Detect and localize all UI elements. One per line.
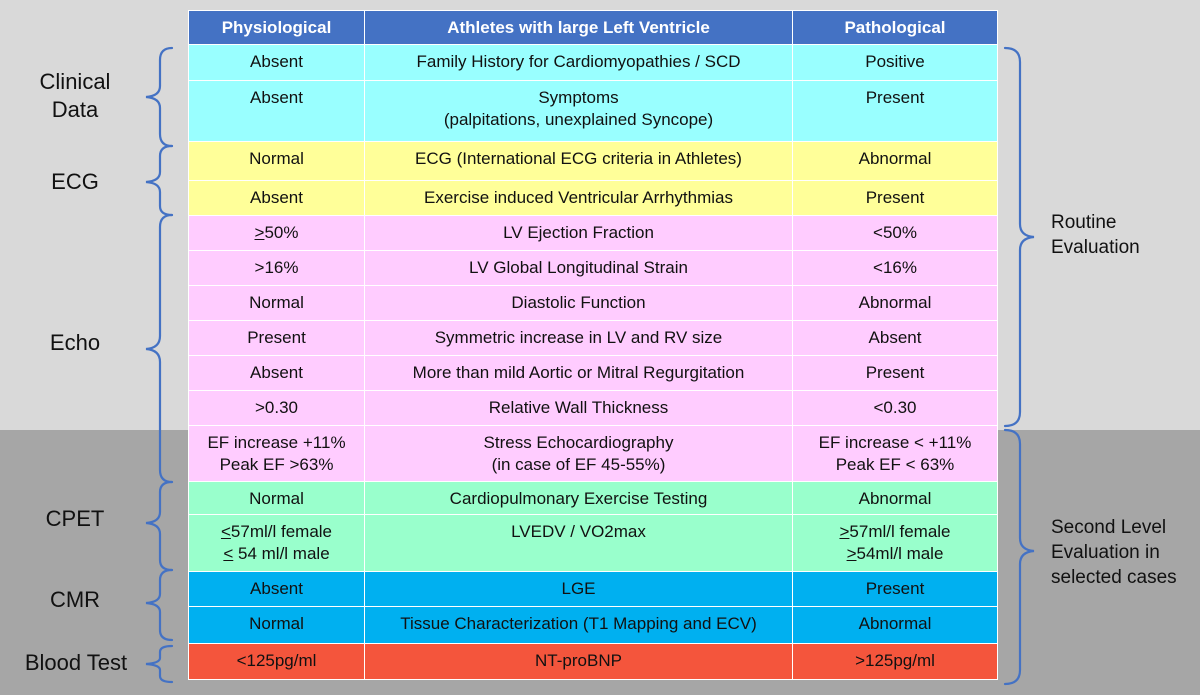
phys-line: Peak EF >63%	[219, 455, 334, 474]
group-label-cmr: CMR	[49, 587, 101, 612]
param-line: (in case of EF 45-55%)	[491, 455, 666, 474]
value-text: 57ml/l female	[230, 522, 333, 541]
cell-param: Diastolic Function	[365, 286, 793, 321]
cell-param: Exercise induced Ventricular Arrhythmias	[365, 181, 793, 216]
lte-symbol: <	[220, 522, 231, 541]
cell-path: <16%	[793, 251, 998, 286]
group-label-echo: Echo	[49, 330, 101, 355]
header-parameter: Athletes with large Left Ventricle	[365, 11, 793, 45]
cell-path: Abnormal	[793, 607, 998, 644]
header-pathological: Pathological	[793, 11, 998, 45]
cell-param: LVEDV / VO2max	[365, 515, 793, 572]
cell-phys: Absent	[189, 81, 365, 142]
cell-path: Abnormal	[793, 142, 998, 181]
bracket-cpet-icon	[146, 482, 172, 570]
bracket-blood-icon	[146, 646, 172, 682]
cell-path: <50%	[793, 216, 998, 251]
param-line: Symptoms	[538, 88, 619, 107]
cell-phys: >16%	[189, 251, 365, 286]
cell-param: NT-proBNP	[365, 644, 793, 680]
cell-phys: >0.30	[189, 391, 365, 426]
cell-phys: Absent	[189, 572, 365, 607]
cell-path: Present	[793, 572, 998, 607]
gte-symbol: >	[839, 522, 850, 541]
cell-path: Present	[793, 181, 998, 216]
bracket-echo-icon	[146, 215, 172, 482]
value-text: 57ml/l female	[849, 522, 951, 541]
param-line: (palpitations, unexplained Syncope)	[443, 110, 714, 129]
cell-phys: Normal	[189, 286, 365, 321]
group-label-blood: Blood Test	[24, 650, 128, 675]
cell-path: Present	[793, 81, 998, 142]
cell-phys: Absent	[189, 181, 365, 216]
cell-path: Abnormal	[793, 286, 998, 321]
cell-param: LGE	[365, 572, 793, 607]
cell-phys: Absent	[189, 45, 365, 81]
cell-param: Family History for Cardiomyopathies / SCD	[365, 45, 793, 81]
cell-phys: Normal	[189, 607, 365, 644]
cell-param: LV Ejection Fraction	[365, 216, 793, 251]
path-line: Peak EF < 63%	[835, 455, 955, 474]
bracket-ecg-icon	[146, 146, 172, 215]
cell-param: More than mild Aortic or Mitral Regurgitation	[365, 356, 793, 391]
cell-path: >125pg/ml	[793, 644, 998, 680]
cell-phys: <125pg/ml	[189, 644, 365, 680]
cell-path: Positive	[793, 45, 998, 81]
phys-line: EF increase +11%	[207, 433, 346, 452]
cell-path: Present	[793, 356, 998, 391]
cell-phys: Normal	[189, 482, 365, 515]
cell-param: Tissue Characterization (T1 Mapping and ECV)	[365, 607, 793, 644]
bracket-second-level-icon	[1005, 430, 1034, 684]
bracket-clinical-icon	[146, 48, 172, 146]
lte-symbol: <	[223, 544, 234, 563]
group-label-cpet: CPET	[45, 506, 105, 531]
value-text: 54ml/l male	[856, 544, 944, 563]
cell-path: Abnormal	[793, 482, 998, 515]
cell-phys: Absent	[189, 356, 365, 391]
group-label-clinical: Clinical Data	[39, 69, 111, 122]
cell-param: Relative Wall Thickness	[365, 391, 793, 426]
cell-phys: Normal	[189, 142, 365, 181]
side-label-second-level: Second Level Evaluation in selected cases	[1051, 517, 1177, 588]
cell-path: <0.30	[793, 391, 998, 426]
cell-param: ECG (International ECG criteria in Athletes)	[365, 142, 793, 181]
cell-param: Symmetric increase in LV and RV size	[365, 321, 793, 356]
side-label-routine: Routine Evaluation	[1051, 212, 1140, 258]
header-physiological: Physiological	[189, 11, 365, 45]
param-line: Stress Echocardiography	[483, 433, 674, 452]
bracket-routine-icon	[1005, 48, 1034, 426]
bracket-cmr-icon	[146, 570, 172, 640]
group-label-ecg: ECG	[51, 169, 99, 194]
cell-param: Cardiopulmonary Exercise Testing	[365, 482, 793, 515]
cell-param: LV Global Longitudinal Strain	[365, 251, 793, 286]
gte-symbol: >	[846, 544, 857, 563]
value-text: 54 ml/l male	[233, 544, 330, 563]
cell-phys: Present	[189, 321, 365, 356]
path-line: EF increase < +11%	[818, 433, 972, 452]
gte-symbol: >	[254, 223, 265, 242]
value-text: 50%	[264, 223, 299, 242]
cell-path: Absent	[793, 321, 998, 356]
